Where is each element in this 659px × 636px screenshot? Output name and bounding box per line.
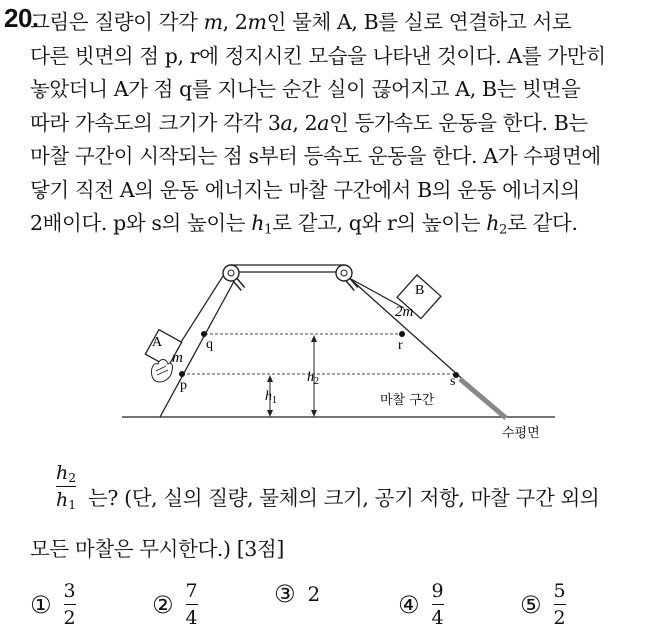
choice-4[interactable]: ④ $\frac{9}{4}$ xyxy=(398,580,444,630)
hand-icon xyxy=(151,360,172,383)
friction-section xyxy=(460,379,506,418)
label-h1: $h_1$ xyxy=(265,389,277,406)
choice-3[interactable]: ③ 2 xyxy=(274,580,321,608)
question-line: 따라 가속도의 크기가 각각 3a, 2a인 등가속도 운동을 한다. B는 xyxy=(30,110,588,135)
label-q: q xyxy=(206,337,213,352)
question-line: 닿기 직전 A의 운동 에너지는 마찰 구간에서 B의 운동 에너지의 xyxy=(30,177,580,202)
label-r: r xyxy=(398,338,403,353)
question-line: 2배이다. p와 s의 높이는 $h_1$로 같고, q와 r의 높이는 $h_2$로 같다. xyxy=(30,211,578,238)
point-r-dot xyxy=(399,331,405,337)
left-pulley xyxy=(223,265,243,289)
label-h2: $h_2$ xyxy=(307,370,319,387)
choice-1[interactable]: ① $\frac{3}{2}$ xyxy=(30,580,76,630)
right-pulley xyxy=(336,265,356,289)
label-friction: 마찰 구간 xyxy=(380,393,435,408)
string-left xyxy=(176,276,223,350)
question-line: 놓았더니 A가 점 q를 지나는 순간 실이 끊어지고 A, B는 빗면을 xyxy=(30,77,581,101)
label-b: B xyxy=(415,283,425,298)
label-b-mass: 2m xyxy=(395,304,414,320)
label-a: A xyxy=(152,335,163,350)
ask-line-2: 모든 마찰은 무시한다.) [3점] xyxy=(30,537,284,561)
question-number: 20. xyxy=(4,3,39,33)
question-line: 마찰 구간이 시작되는 점 s부터 등속도 운동을 한다. A가 수평면에 xyxy=(30,144,601,168)
choice-2[interactable]: ② $\frac{7}{4}$ xyxy=(152,580,198,630)
label-ground: 수평면 xyxy=(502,426,540,441)
choice-5[interactable]: ⑤ $\frac{5}{2}$ xyxy=(520,580,566,630)
label-p: p xyxy=(180,378,187,393)
physics-diagram xyxy=(110,258,560,448)
label-s: s xyxy=(450,374,456,389)
ratio-fraction: $h_2$ $h_1$ xyxy=(56,462,77,513)
point-p-dot xyxy=(179,371,185,377)
ask-line-1: 는? (단, 실의 질량, 물체의 크기, 공기 저항, 마찰 구간 외의 xyxy=(88,486,600,510)
question-line: 다른 빗면의 점 p, r에 정지시킨 모습을 나타낸 것이다. A를 가만히 xyxy=(30,43,606,68)
label-a-mass: m xyxy=(172,350,183,366)
question-line: 그림은 질량이 각각 m, 2m인 물체 A, B를 실로 연결하고 서로 xyxy=(30,10,572,34)
